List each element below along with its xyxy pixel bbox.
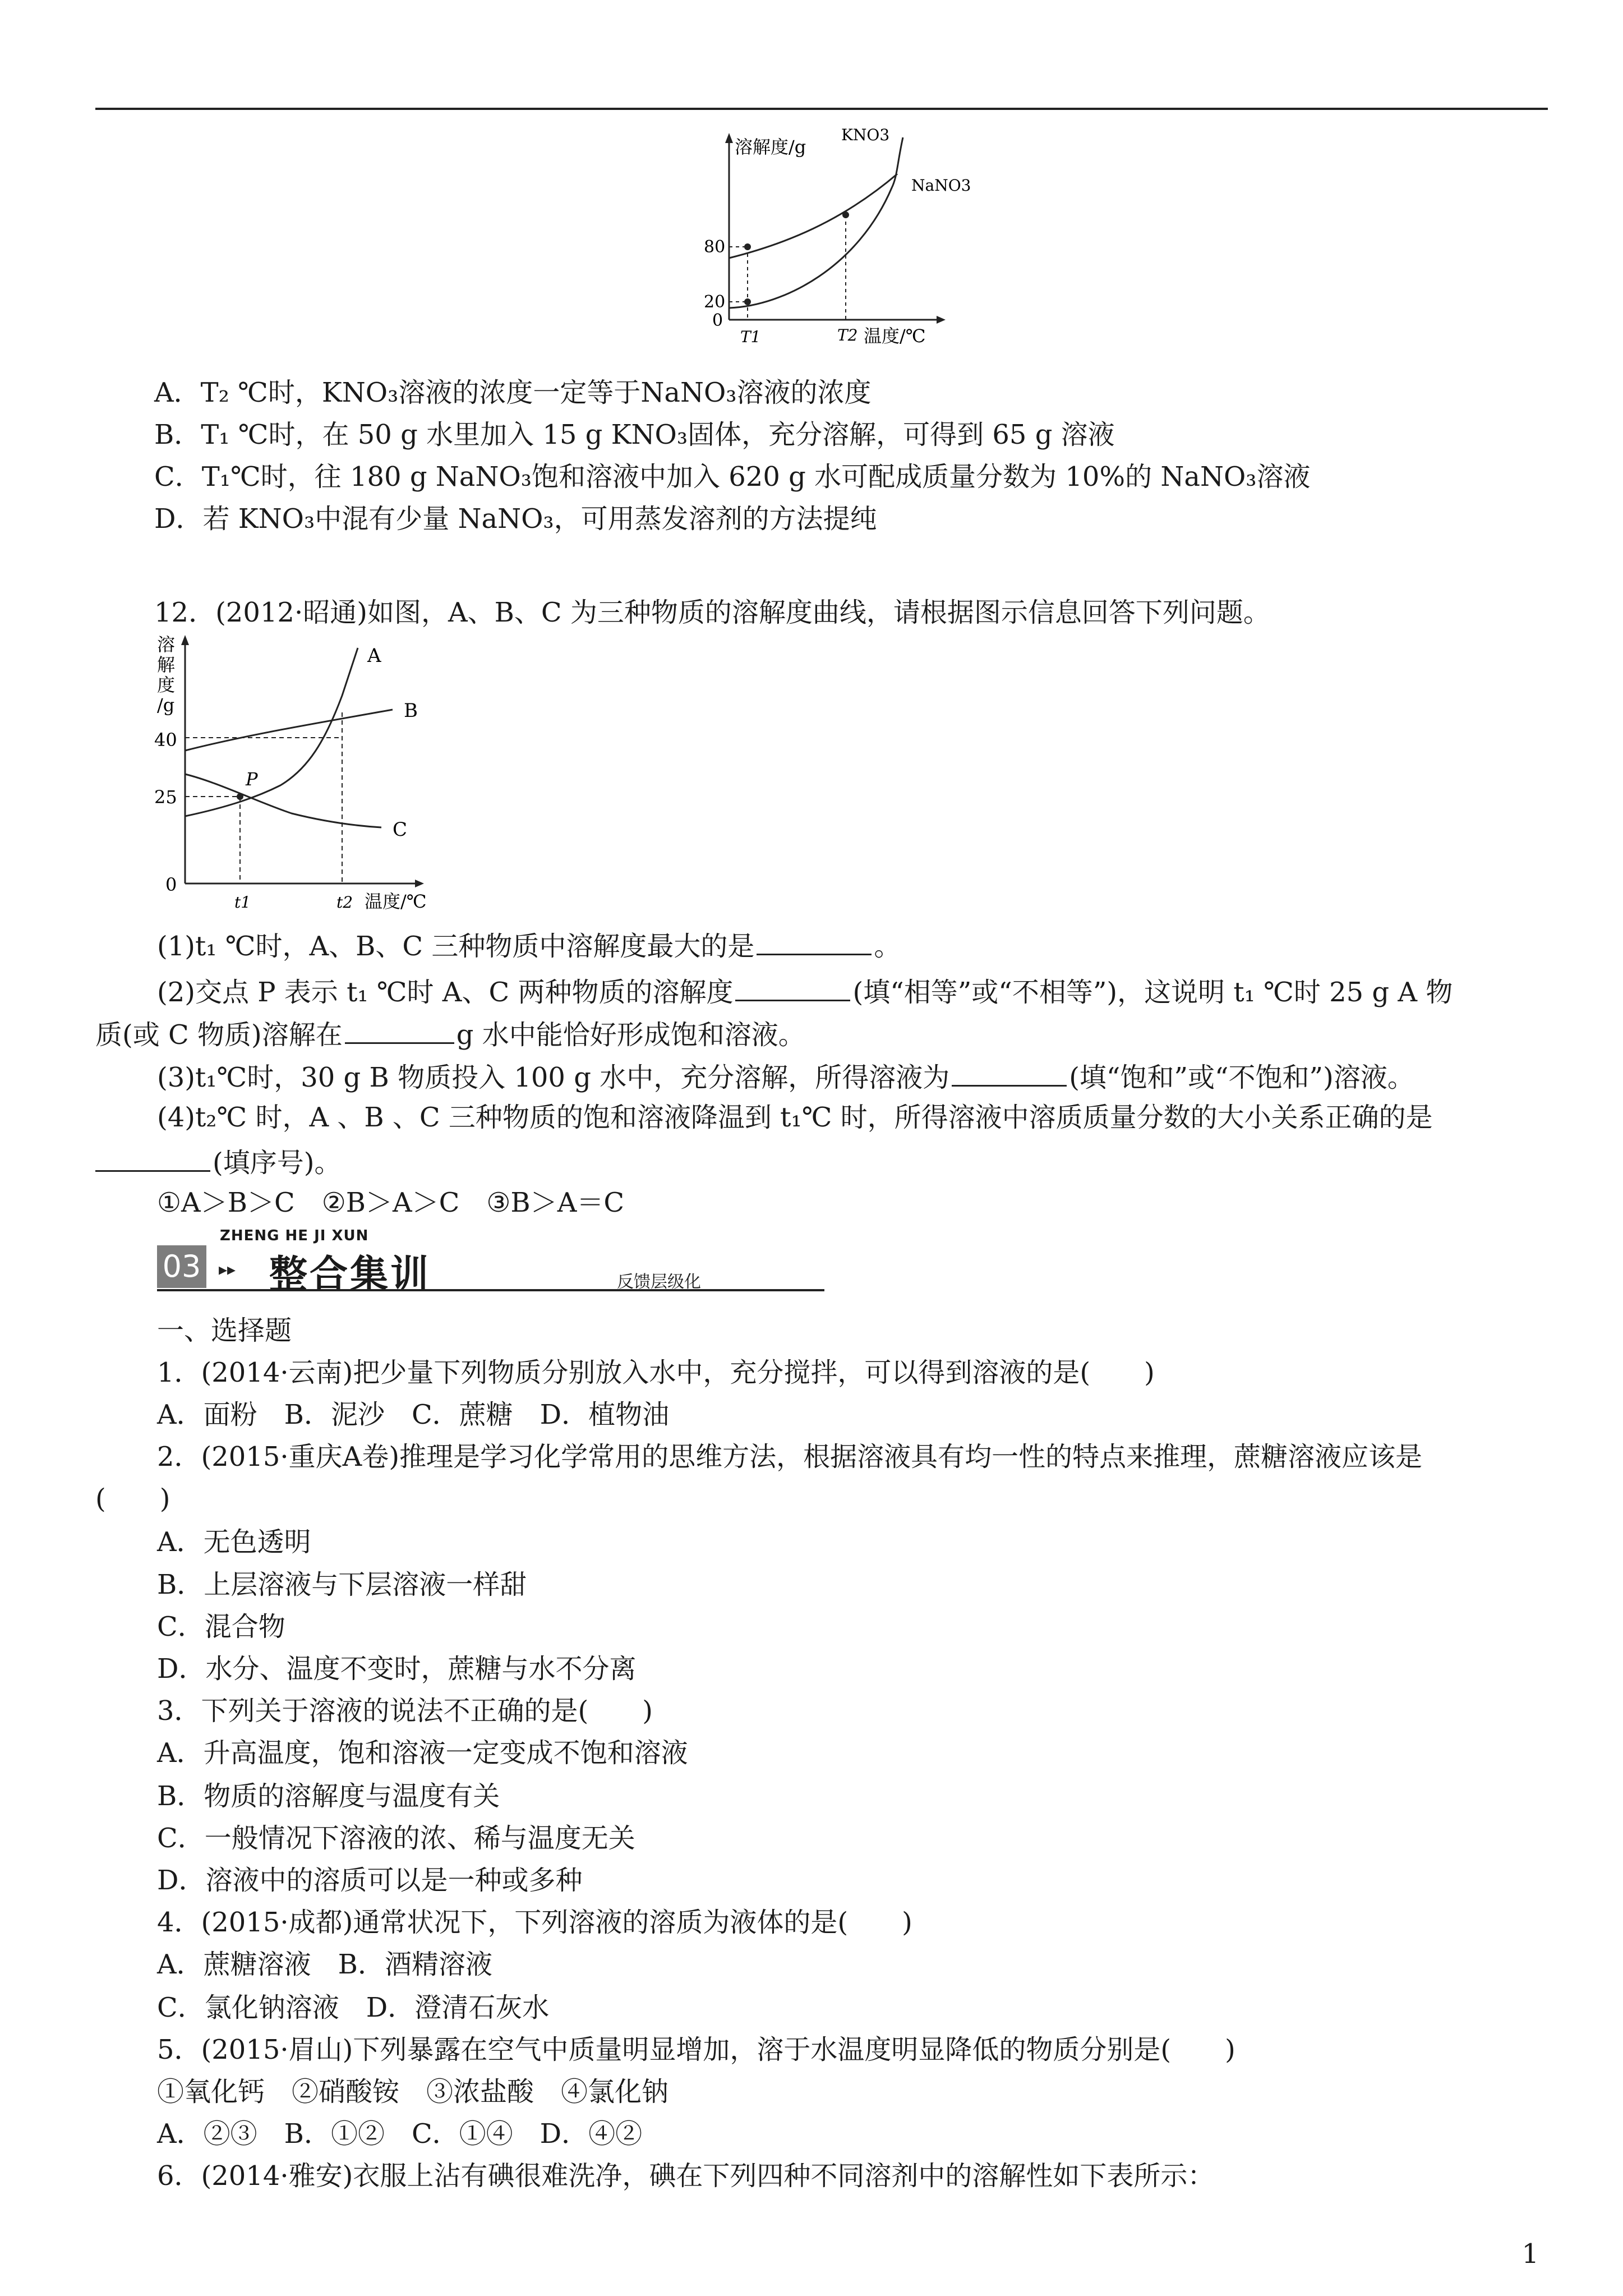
chart1-tick-20: 20 bbox=[704, 292, 726, 312]
q12-part3-text: (3)t₁℃时，30 g B 物质投入 100 g 水中，充分溶解，所得溶液为 bbox=[157, 1062, 950, 1093]
question-3: 3．下列关于溶液的说法不正确的是( ) bbox=[157, 1695, 653, 1727]
answer-blank-5[interactable] bbox=[95, 1142, 210, 1172]
question-3-option-d: D．溶液中的溶质可以是一种或多种 bbox=[157, 1865, 583, 1896]
chart1-tick-80: 80 bbox=[704, 237, 726, 257]
chart1-ylabel: 溶解度/g bbox=[735, 136, 806, 158]
chart2-label-a: A bbox=[367, 645, 381, 667]
question-3-option-a: A．升高温度，饱和溶液一定变成不饱和溶液 bbox=[157, 1737, 688, 1769]
question-3-option-c: C．一般情况下溶液的浓、稀与温度无关 bbox=[157, 1823, 635, 1854]
question-2-option-a: A．无色透明 bbox=[157, 1526, 311, 1558]
q12-part3-text-b: (填“饱和”或“不饱和”)溶液。 bbox=[1069, 1062, 1414, 1093]
q12-part2 bbox=[157, 972, 1453, 1010]
section-pinyin: ZHENG HE JI XUN bbox=[220, 1227, 369, 1244]
chart2-label-b: B bbox=[404, 700, 418, 722]
solubility-chart-abc bbox=[146, 628, 460, 920]
chart2-label-p: P bbox=[246, 769, 258, 790]
top-rule bbox=[95, 108, 1548, 110]
curve-nano3 bbox=[729, 174, 897, 258]
section-number: 03 bbox=[157, 1245, 206, 1288]
answer-blank-3[interactable] bbox=[345, 1014, 454, 1044]
q12-part1 bbox=[157, 926, 901, 964]
question-2-option-b: B．上层溶液与下层溶液一样甜 bbox=[157, 1569, 527, 1600]
question-5-substances: ①氧化钙 ②硝酸铵 ③浓盐酸 ④氯化钠 bbox=[157, 2076, 669, 2108]
chart1-xlabel: 温度/℃ bbox=[864, 325, 926, 347]
section-title: 整合集训 bbox=[269, 1253, 431, 1297]
question-4-options-2: C．氯化钠溶液 D．澄清石灰水 bbox=[157, 1992, 550, 2023]
q12-part2-text-b: (填“相等”或“不相等”)，这说明 t₁ ℃时 25 g A 物 bbox=[852, 977, 1453, 1008]
question-2-option-d: D．水分、温度不变时，蔗糖与水不分离 bbox=[157, 1653, 637, 1685]
chart2-ylabel-0: 溶 bbox=[157, 634, 176, 655]
question-1-options: A．面粉 B．泥沙 C．蔗糖 D．植物油 bbox=[157, 1399, 670, 1430]
chart2-xlabel: 温度/℃ bbox=[365, 891, 427, 912]
chart2-ylabel-1: 解 bbox=[157, 654, 176, 675]
solubility-chart-kno3-nano3 bbox=[673, 121, 971, 351]
chart2-tick-25: 25 bbox=[154, 786, 177, 808]
q12-part2-text-d: g 水中能恰好形成饱和溶液。 bbox=[456, 1019, 805, 1051]
chart2-ylabel-3: /g bbox=[157, 694, 175, 716]
q12-part2-text-c: 质(或 C 物质)溶解在 bbox=[95, 1019, 343, 1051]
q11-option-a: A．T₂ ℃时，KNO₃溶液的浓度一定等于NaNO₃溶液的浓度 bbox=[154, 377, 872, 408]
q12-part4-cont bbox=[95, 1142, 341, 1181]
chart2-t1: t1 bbox=[234, 893, 251, 912]
chart1-nano3-label: NaNO3 bbox=[911, 176, 971, 195]
q11-option-d: D．若 KNO₃中混有少量 NaNO₃，可用蒸发溶剂的方法提纯 bbox=[154, 503, 877, 535]
chart2-t2: t2 bbox=[336, 893, 353, 912]
question-5-options: A．②③ B．①② C．①④ D．④② bbox=[157, 2118, 643, 2150]
answer-blank-4[interactable] bbox=[952, 1057, 1067, 1087]
question-1: 1．(2014·云南)把少量下列物质分别放入水中，充分搅拌，可以得到溶液的是( ) bbox=[157, 1357, 1155, 1388]
page-number: 1 bbox=[1521, 2238, 1539, 2270]
q12-options: ①A＞B＞C ②B＞A＞C ③B＞A＝C bbox=[157, 1187, 625, 1218]
double-arrow-icon: ▸▸ bbox=[219, 1260, 236, 1280]
q12-part4: (4)t₂℃ 时，A 、B 、C 三种物质的饱和溶液降温到 t₁℃ 时，所得溶液中溶质质量分数的大小关系正确的是 bbox=[157, 1102, 1433, 1133]
section-banner bbox=[157, 1227, 824, 1297]
questions-heading: 一、选择题 bbox=[157, 1315, 292, 1346]
chart1-t1: T1 bbox=[740, 328, 761, 346]
chart2-label-c: C bbox=[393, 818, 408, 841]
section-tag: 反馈层级化 bbox=[617, 1272, 701, 1292]
q12-part1-end: 。 bbox=[874, 931, 901, 962]
question-6: 6．(2014·雅安)衣服上沾有碘很难洗净，碘在下列四种不同溶剂中的溶解性如下表所示： bbox=[157, 2160, 1215, 2192]
question-4-options-1: A．蔗糖溶液 B．酒精溶液 bbox=[157, 1949, 492, 1980]
answer-blank-2[interactable] bbox=[735, 972, 850, 1001]
question-2: 2．(2015·重庆A卷)推理是学习化学常用的思维方法，根据溶液具有均一性的特点来推理，蔗糖溶液应该是 bbox=[157, 1441, 1423, 1473]
q12-part3 bbox=[157, 1057, 1414, 1096]
q12-stem: 12．(2012·昭通)如图，A、B、C 为三种物质的溶解度曲线，请根据图示信息回答下列问题。 bbox=[154, 597, 1270, 628]
chart2-ylabel-2: 度 bbox=[157, 674, 176, 696]
question-2-option-c: C．混合物 bbox=[157, 1611, 285, 1642]
chart1-kno3-label: KNO3 bbox=[841, 126, 890, 144]
question-4: 4．(2015·成都)通常状况下，下列溶液的溶质为液体的是( ) bbox=[157, 1907, 912, 1938]
q11-option-b: B．T₁ ℃时，在 50 g 水里加入 15 g KNO₃固体，充分溶解，可得到 65 g 溶液 bbox=[154, 419, 1115, 450]
q11-option-c: C．T₁℃时，往 180 g NaNO₃饱和溶液中加入 620 g 水可配成质量分数为 10%的 NaNO₃溶液 bbox=[154, 461, 1311, 493]
curve-c bbox=[185, 774, 381, 827]
q12-part2-cont bbox=[95, 1014, 805, 1053]
answer-blank-1[interactable] bbox=[757, 926, 872, 955]
chart2-tick-40: 40 bbox=[154, 729, 177, 751]
q12-part4-text-b: (填序号)。 bbox=[213, 1147, 342, 1179]
chart2-tick-0: 0 bbox=[165, 874, 177, 895]
q12-part2-text: (2)交点 P 表示 t₁ ℃时 A、C 两种物质的溶解度 bbox=[157, 977, 734, 1008]
curve-b bbox=[185, 710, 393, 751]
question-5: 5．(2015·眉山)下列暴露在空气中质量明显增加，溶于水温度明显降低的物质分别是( ) bbox=[157, 2034, 1235, 2065]
chart1-t2: T2 bbox=[837, 326, 858, 344]
section-underline bbox=[157, 1289, 824, 1291]
question-2-paren: ( ) bbox=[95, 1483, 170, 1515]
chart1-tick-0: 0 bbox=[712, 311, 723, 330]
curve-kno3 bbox=[729, 137, 903, 308]
question-3-option-b: B．物质的溶解度与温度有关 bbox=[157, 1780, 500, 1812]
q12-part1-text: (1)t₁ ℃时，A、B、C 三种物质中溶解度最大的是 bbox=[157, 931, 755, 962]
